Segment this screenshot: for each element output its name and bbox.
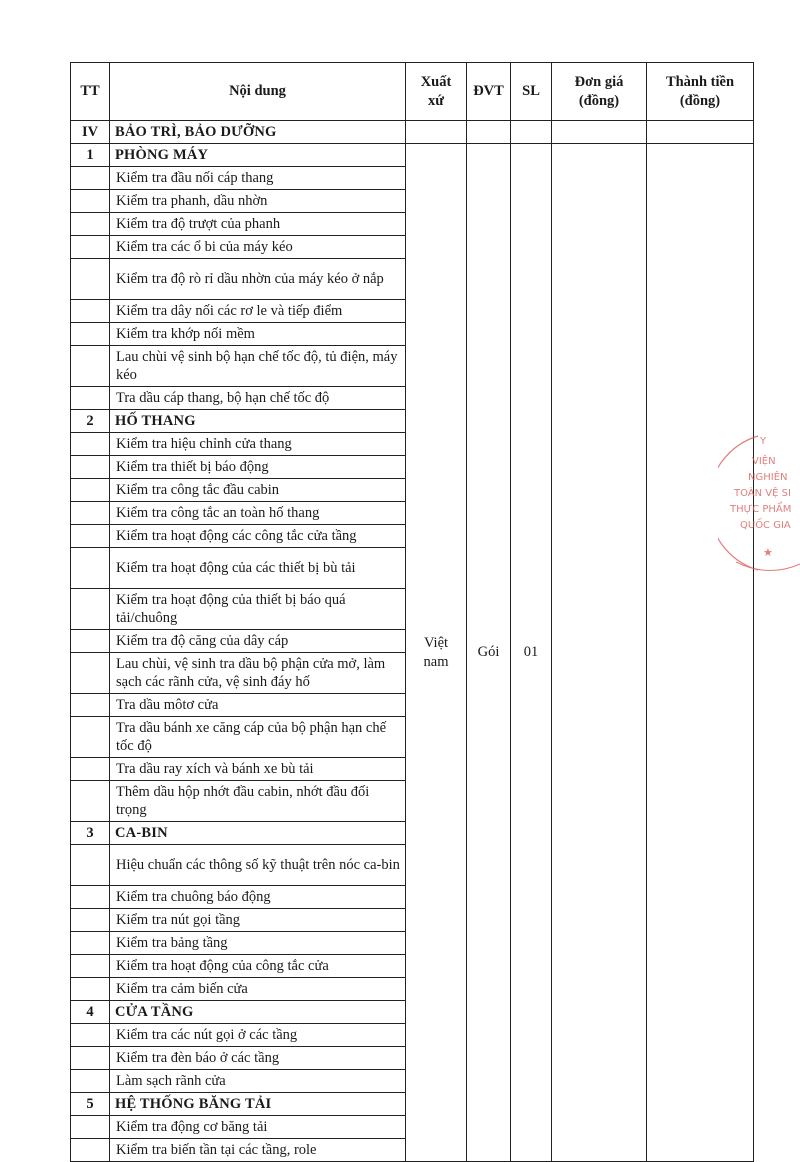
- item-number-cell: [71, 1024, 110, 1047]
- item-number-cell: [71, 717, 110, 758]
- group-title: HỐ THANG: [110, 410, 406, 433]
- item-description: Kiểm tra công tắc đầu cabin: [110, 479, 406, 502]
- item-description: Lau chùi, vệ sinh tra dầu bộ phận cửa mở, làm sạch các rãnh cửa, vệ sinh đáy hố: [110, 653, 406, 694]
- group-number: 2: [71, 410, 110, 433]
- item-description: Kiểm tra cảm biến cửa: [110, 978, 406, 1001]
- item-number-cell: [71, 236, 110, 259]
- item-number-cell: [71, 978, 110, 1001]
- stamp-text-line: THỰC PHẨM: [730, 504, 792, 515]
- section-unit-cell: [467, 121, 511, 144]
- item-description: Kiểm tra các ổ bi của máy kéo: [110, 236, 406, 259]
- item-description: Kiểm tra các nút gọi ở các tầng: [110, 1024, 406, 1047]
- group-row: [71, 144, 754, 167]
- item-number-cell: [71, 387, 110, 410]
- item-number-cell: [71, 845, 110, 886]
- section-origin-cell: [406, 121, 467, 144]
- item-description: Tra dầu cáp thang, bộ hạn chế tốc độ: [110, 387, 406, 410]
- item-description: Kiểm tra độ trượt của phanh: [110, 213, 406, 236]
- item-number-cell: [71, 589, 110, 630]
- item-number-cell: [71, 1116, 110, 1139]
- item-number-cell: [71, 433, 110, 456]
- merged-total-cell: [647, 144, 754, 1162]
- group-title: CỬA TẦNG: [110, 1001, 406, 1024]
- group-number: 1: [71, 144, 110, 167]
- section-total-cell: [647, 121, 754, 144]
- item-description: Tra dầu môtơ cửa: [110, 694, 406, 717]
- group-title: PHÒNG MÁY: [110, 144, 406, 167]
- item-description: Thêm dầu hộp nhớt đầu cabin, nhớt đầu đối trọng: [110, 781, 406, 822]
- item-description: Kiểm tra hoạt động của các thiết bị bù tải: [110, 548, 406, 589]
- stamp-text-line: Y: [760, 436, 767, 447]
- item-description: Kiểm tra thiết bị báo động: [110, 456, 406, 479]
- svg-text:★: ★: [763, 546, 773, 559]
- item-number-cell: [71, 346, 110, 387]
- merged-qty: 01: [511, 144, 552, 1162]
- item-description: Kiểm tra hiệu chỉnh cửa thang: [110, 433, 406, 456]
- header-tt: TT: [71, 63, 110, 121]
- header-total: Thành tiền (đồng): [647, 63, 754, 121]
- item-description: Kiểm tra hoạt động các công tắc cửa tầng: [110, 525, 406, 548]
- item-description: Kiểm tra độ căng của dây cáp: [110, 630, 406, 653]
- item-number-cell: [71, 694, 110, 717]
- item-number-cell: [71, 932, 110, 955]
- item-number-cell: [71, 781, 110, 822]
- item-description: Kiểm tra đầu nối cáp thang: [110, 167, 406, 190]
- item-description: Tra dầu bánh xe căng cáp của bộ phận hạn chế tốc độ: [110, 717, 406, 758]
- item-number-cell: [71, 323, 110, 346]
- item-description: Kiểm tra công tắc an toàn hố thang: [110, 502, 406, 525]
- item-number-cell: [71, 1047, 110, 1070]
- item-number-cell: [71, 630, 110, 653]
- item-number-cell: [71, 1070, 110, 1093]
- header-qty: SL: [511, 63, 552, 121]
- stamp-text-line: NGHIÊN: [748, 472, 788, 483]
- header-price: Đơn giá (đồng): [552, 63, 647, 121]
- item-description: Kiểm tra đèn báo ở các tầng: [110, 1047, 406, 1070]
- group-title: CA-BIN: [110, 822, 406, 845]
- item-description: Kiểm tra khớp nối mềm: [110, 323, 406, 346]
- red-seal-stamp: [718, 428, 800, 578]
- table-header-row: [71, 63, 754, 121]
- item-number-cell: [71, 758, 110, 781]
- item-description: Hiệu chuẩn các thông số kỹ thuật trên nóc ca-bin: [110, 845, 406, 886]
- item-description: Kiểm tra độ rò rỉ dầu nhờn của máy kéo ở nắp: [110, 259, 406, 300]
- item-number-cell: [71, 955, 110, 978]
- item-number-cell: [71, 886, 110, 909]
- item-number-cell: [71, 190, 110, 213]
- group-number: 4: [71, 1001, 110, 1024]
- item-description: Kiểm tra chuông báo động: [110, 886, 406, 909]
- item-description: Kiểm tra phanh, dầu nhờn: [110, 190, 406, 213]
- item-description: Làm sạch rãnh cửa: [110, 1070, 406, 1093]
- stamp-text-line: QUỐC GIA: [740, 520, 791, 531]
- item-description: Tra dầu ray xích và bánh xe bù tải: [110, 758, 406, 781]
- item-number-cell: [71, 502, 110, 525]
- item-number-cell: [71, 525, 110, 548]
- group-number: 5: [71, 1093, 110, 1116]
- header-content: Nội dung: [110, 63, 406, 121]
- item-description: Kiểm tra nút gọi tầng: [110, 909, 406, 932]
- group-title: HỆ THỐNG BĂNG TẢI: [110, 1093, 406, 1116]
- item-number-cell: [71, 1139, 110, 1162]
- item-number-cell: [71, 479, 110, 502]
- table-body: [71, 121, 754, 1162]
- section-row: [71, 121, 754, 144]
- stamp-text-line: TOÀN VỆ SI: [734, 488, 791, 499]
- section-qty-cell: [511, 121, 552, 144]
- item-number-cell: [71, 653, 110, 694]
- item-description: Kiểm tra động cơ băng tải: [110, 1116, 406, 1139]
- item-number-cell: [71, 300, 110, 323]
- item-description: Kiểm tra dây nối các rơ le và tiếp điểm: [110, 300, 406, 323]
- item-number-cell: [71, 259, 110, 300]
- item-description: Kiểm tra biến tần tại các tầng, role: [110, 1139, 406, 1162]
- merged-unit: Gói: [467, 144, 511, 1162]
- item-description: Kiểm tra hoạt động của thiết bị báo quá tải/chuông: [110, 589, 406, 630]
- header-unit: ĐVT: [467, 63, 511, 121]
- item-description: Kiểm tra hoạt động của công tắc cửa: [110, 955, 406, 978]
- stamp-text-line: VIỆN: [752, 456, 776, 467]
- item-number-cell: [71, 456, 110, 479]
- item-number-cell: [71, 909, 110, 932]
- header-origin: Xuất xứ: [406, 63, 467, 121]
- merged-origin: Việt nam: [406, 144, 467, 1162]
- item-number-cell: [71, 213, 110, 236]
- group-number: 3: [71, 822, 110, 845]
- section-number: IV: [71, 121, 110, 144]
- item-number-cell: [71, 167, 110, 190]
- merged-price-cell: [552, 144, 647, 1162]
- quotation-table: [70, 62, 754, 1162]
- section-title: BẢO TRÌ, BẢO DƯỠNG: [110, 121, 406, 144]
- item-number-cell: [71, 548, 110, 589]
- item-description: Lau chùi vệ sinh bộ hạn chế tốc độ, tủ điện, máy kéo: [110, 346, 406, 387]
- section-price-cell: [552, 121, 647, 144]
- item-description: Kiểm tra bảng tầng: [110, 932, 406, 955]
